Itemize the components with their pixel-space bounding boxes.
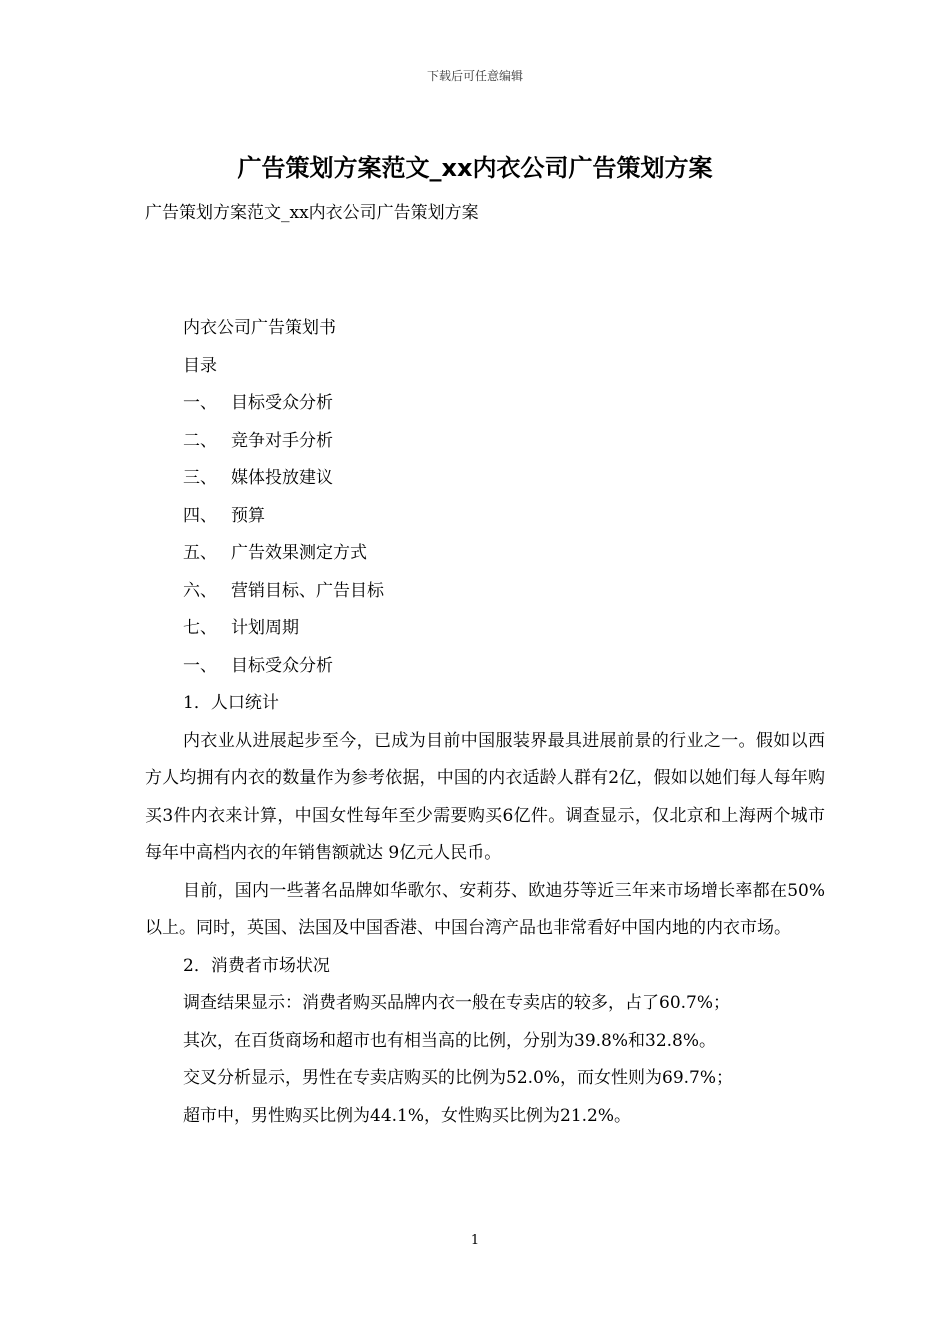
section-heading [145, 648, 825, 686]
page-number: 1 [470, 1233, 480, 1248]
document-subtitle: 广告策划方案范文_xx内衣公司广告策划方案 [145, 203, 479, 223]
paragraph-brands: 目前，国内一些著名品牌如华歌尔、安莉芬、欧迪芬等近三年来市场增长率都在50%以上。同时，英国、法国及中国香港、中国台湾产品也非常看好中国内地的内衣市场。 [145, 880, 825, 938]
toc-item [145, 498, 825, 536]
toc-item [145, 573, 825, 611]
toc-item [145, 385, 825, 423]
survey-line: 超市中，男性购买比例为44.1%，女性购买比例为21.2%。 [183, 1105, 632, 1126]
toc-item-number: 二、 [183, 430, 217, 451]
document-title: 广告策划方案范文_xx内衣公司广告策划方案 [237, 154, 713, 182]
survey-line: 交叉分析显示，男性在专卖店购买的比例为52.0%，而女性则为69.7%； [183, 1068, 734, 1088]
toc-item [145, 423, 825, 461]
toc-item [145, 460, 825, 498]
toc-item-label: 目标受众分析 [231, 393, 333, 413]
subsection-heading: 1．人口统计 [183, 693, 279, 713]
survey-line: 调查结果显示：消费者购买品牌内衣一般在专卖店的较多，占了60.7%； [183, 993, 731, 1013]
book-title: 内衣公司广告策划书 [183, 318, 336, 338]
toc-item-label: 预算 [231, 505, 265, 526]
survey-line: 其次，在百货商场和超市也有相当高的比例，分别为39.8%和32.8%。 [183, 1030, 717, 1051]
document-body [145, 310, 825, 1135]
toc-item-label: 竞争对手分析 [231, 430, 333, 451]
toc-item-number: 三、 [183, 468, 217, 488]
toc-item-number: 五、 [183, 543, 217, 563]
header-note: 下载后可任意编辑 [426, 69, 523, 83]
section-title: 目标受众分析 [231, 655, 333, 676]
toc-heading: 目录 [183, 355, 217, 376]
subsection-heading: 2．消费者市场状况 [183, 955, 330, 976]
toc-item-number: 一、 [183, 393, 217, 413]
toc-item [145, 535, 825, 573]
section-number: 一、 [183, 655, 217, 676]
toc-item-number: 六、 [183, 580, 217, 601]
toc-item-label: 广告效果测定方式 [231, 543, 367, 563]
toc-item-number: 四、 [183, 505, 217, 526]
toc-item [145, 610, 825, 648]
paragraph-population: 内衣业从进展起步至今，已成为目前中国服装界最具进展前景的行业之一。假如以西方人均拥有内衣的数量作为参考依据，中国的内衣适龄人群有2亿，假如以她们每人每年购买3件内衣来计算，中国女性每年至少需要购买6亿件。调查显示，仅北京和上海两个城市每年中高档内衣的年销售额就达 9亿元人民币。 [145, 730, 825, 863]
toc-item-number: 七、 [183, 618, 217, 638]
toc-item-label: 计划周期 [231, 618, 299, 638]
toc-item-label: 媒体投放建议 [231, 468, 333, 488]
toc-item-label: 营销目标、广告目标 [231, 580, 384, 601]
